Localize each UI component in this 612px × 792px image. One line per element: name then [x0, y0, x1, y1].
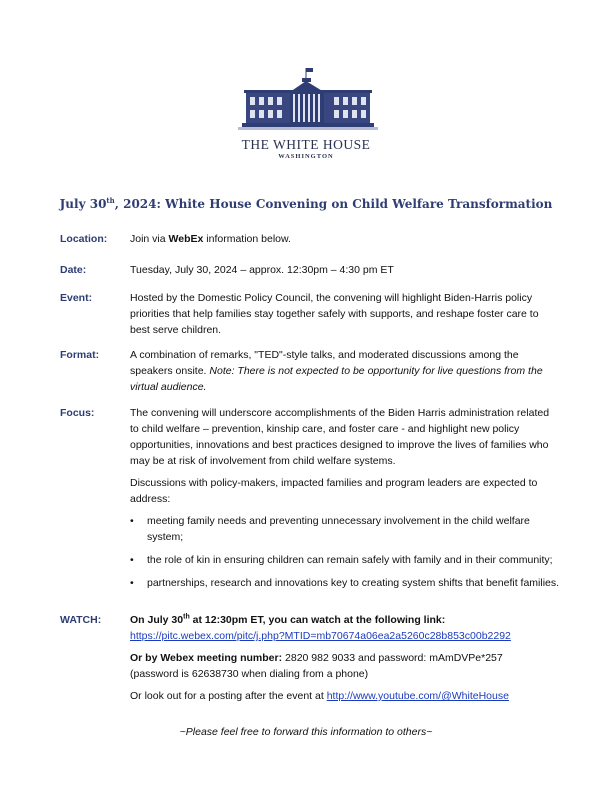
footer-note: ~Please feel free to forward this information to others~	[179, 726, 433, 738]
youtube-info	[130, 688, 560, 704]
location-webex: WebEx	[168, 233, 204, 245]
youtube-link[interactable]: http://www.youtube.com/@WhiteHouse	[326, 690, 509, 702]
format-note: Note: There is not expected to be opportunity for live questions from the virtual audience.	[130, 365, 543, 393]
headline-text: , 2024: White House Convening on Child Welfare Transformation	[114, 197, 553, 211]
focus-bullet-list	[130, 513, 560, 591]
focus-label: Focus:	[60, 407, 95, 419]
event-label: Event:	[60, 292, 93, 304]
location-value	[130, 231, 560, 247]
watch-label: WATCH:	[60, 614, 102, 626]
page-title	[0, 197, 612, 211]
focus-paragraph-2: Discussions with policy-makers, impacted families and program leaders are expected to address:	[130, 477, 538, 505]
watch-value	[130, 612, 560, 704]
letterhead-title: THE WHITE HOUSE	[241, 137, 371, 152]
webex-meeting-label: Or by Webex meeting number:	[130, 652, 283, 664]
webex-meeting-number: 2820 982 9033 and password: mAmDVPe*257	[282, 652, 503, 664]
headline-date: July 30	[59, 197, 107, 211]
watch-intro-text: at 12:30pm ET, you can watch at the following link:	[189, 614, 446, 626]
format-text: A combination of remarks, "TED"-style talks, and moderated discussions among the speakers onsite.	[130, 349, 519, 377]
webex-meeting-info	[130, 650, 560, 666]
location-label: Location:	[60, 233, 108, 245]
focus-paragraph-1: The convening will underscore accomplishments of the Biden Harris administration related to child welfare – prevention, kinship care, and foster care - and highlight new policy opportunities, innovations and best practices designed to improve the lives of families who may be at risk of involvement from child welfare systems.	[130, 407, 550, 467]
list-item: • partnerships, research and innovations key to creating system shifts that benefit families.	[130, 575, 560, 591]
date-label: Date:	[60, 264, 87, 276]
youtube-text: Or look out for a posting after the event at	[130, 690, 327, 702]
watch-date: On July 30	[130, 614, 184, 626]
format-value	[130, 347, 560, 395]
location-text: Join via	[130, 233, 169, 245]
format-label: Format:	[60, 349, 100, 361]
webex-link[interactable]: https://pitc.webex.com/pitc/j.php?MTID=mb70674a06ea2a5260c28b853c00b2292	[130, 630, 511, 642]
list-item: • meeting family needs and preventing unnecessary involvement in the child welfare system;	[130, 513, 560, 545]
event-value: Hosted by the Domestic Policy Council, the convening will highlight Biden-Harris policy priorities that help families stay together safely with supports, and reshape foster care to best serve children.	[130, 292, 539, 336]
list-item: • the role of kin in ensuring children can remain safely with family and in their community;	[130, 552, 560, 568]
watch-date-suffix: th	[183, 613, 190, 621]
password-note: (password is 62638730 when dialing from a phone)	[130, 668, 369, 680]
watch-intro	[130, 612, 560, 628]
date-value: Tuesday, July 30, 2024 – approx. 12:30pm – 4:30 pm ET	[130, 264, 394, 276]
location-text-end: information below.	[203, 233, 291, 245]
headline-date-suffix: th	[106, 196, 115, 205]
focus-value	[130, 405, 560, 598]
letterhead-subtitle: WASHINGTON	[278, 153, 334, 160]
